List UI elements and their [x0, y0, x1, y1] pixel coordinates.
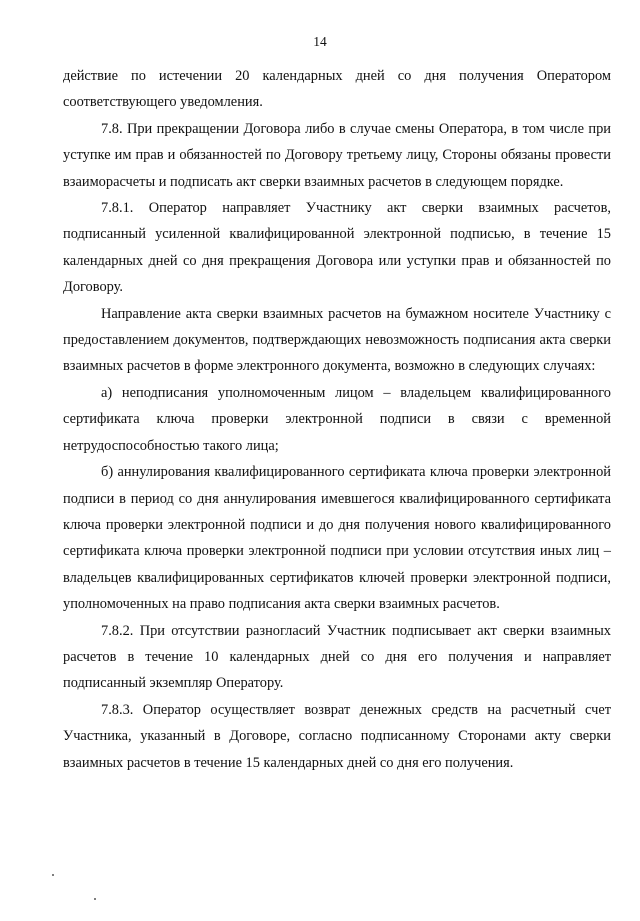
paragraph-7-8-1: 7.8.1. Оператор направляет Участнику акт сверки взаимных расчетов, подписанный усиленной квалифицированной электронной подписью, в течение 15 календарных дней со дня прекращения Договора или уступки прав и обязанностей по Договору.	[63, 200, 611, 296]
paragraph-7-8: 7.8. При прекращении Договора либо в случае смены Оператора, в том числе при уступке им прав и обязанностей по Договору третьему лицу, Стороны обязаны провести взаиморасчеты и подписать акт сверки взаимных расчетов в следующем порядке.	[63, 120, 611, 190]
body-text	[63, 63, 611, 776]
paragraph-continuation: действие по истечении 20 календарных дней со дня получения Оператором соответствующего уведомления.	[63, 68, 611, 111]
paragraph-7-8-2: 7.8.2. При отсутствии разногласий Участник подписывает акт сверки взаимных расчетов в течение 10 календарных дней со дня его получения и направляет подписанный экземпляр Оператору.	[63, 622, 611, 692]
paragraph-7-8-3: 7.8.3. Оператор осуществляет возврат денежных средств на расчетный счет Участника, указанный в Договоре, согласно подписанному Сторонами акту сверки взаимных расчетов в течение 15 календарных дней со дня его получения.	[63, 701, 611, 771]
page-number: 14	[313, 34, 327, 49]
list-item-a: а) неподписания уполномоченным лицом – владельцем квалифицированного сертификата ключа проверки электронной подписи в связи с временной нетрудоспособностью такого лица;	[63, 384, 611, 454]
scan-speck	[94, 898, 96, 900]
paragraph-paper-delivery: Направление акта сверки взаимных расчетов на бумажном носителе Участнику с предоставлением документов, подтверждающих невозможность подписания акта сверки взаимных расчетов в форме электронного документа, возможно в следующих случаях:	[63, 305, 611, 375]
list-item-b: б) аннулирования квалифицированного сертификата ключа проверки электронной подписи в период со дня аннулирования имевшегося квалифицированного сертификата ключа проверки электронной подписи и до дня получения нового квалифицированного сертификата ключа проверки электронной подписи при условии отсутствия иных лиц – владельцев квалифицированных сертификатов ключей проверки электронной подписи, уполномоченных на право подписания акта сверки взаимных расчетов.	[63, 464, 611, 613]
scan-speck	[52, 874, 54, 876]
